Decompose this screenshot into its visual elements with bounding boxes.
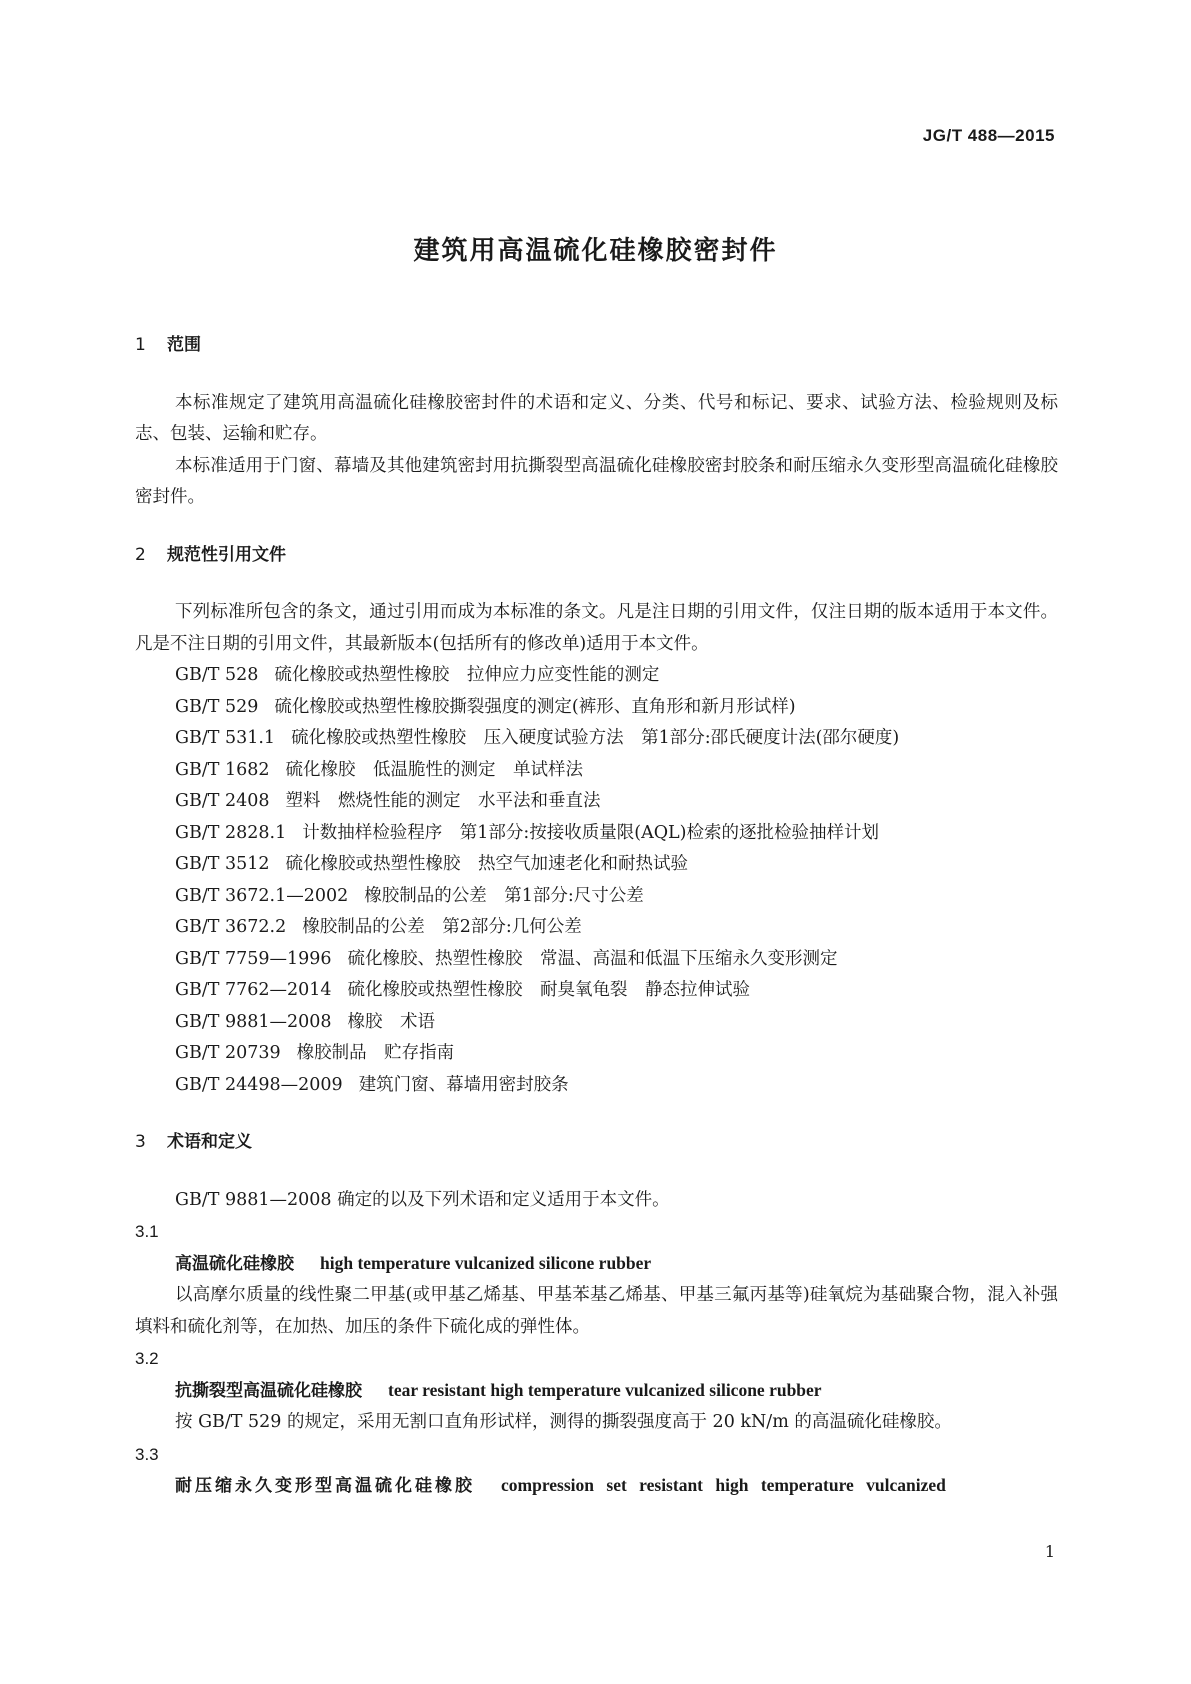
reference-title: 硫化橡胶、热塑性橡胶 常温、高温和低温下压缩永久变形测定: [347, 948, 838, 969]
reference-title: 硫化橡胶或热塑性橡胶 压入硬度试验方法 第1部分:邵氏硬度计法(邵尔硬度): [291, 728, 900, 748]
term-title: [135, 1375, 1058, 1408]
term-zh: 耐压缩永久变形型高温硫化硅橡胶: [175, 1476, 475, 1496]
document-body: [135, 330, 1058, 1503]
scope-paragraph: 本标准适用于门窗、幕墙及其他建筑密封用抗撕裂型高温硫化硅橡胶密封胶条和耐压缩永久变形型高温硫化硅橡胶密封件。: [135, 455, 1058, 507]
reference-code: GB/T 2828.1: [175, 822, 287, 843]
term-zh: 抗撕裂型高温硫化硅橡胶: [175, 1380, 362, 1401]
term-title: [135, 1248, 1058, 1281]
reference-code: GB/T 3512: [175, 854, 270, 874]
reference-item: [135, 818, 1058, 850]
reference-item: [135, 912, 1058, 944]
reference-item: [135, 755, 1058, 787]
reference-item: [135, 849, 1058, 881]
term-entry: [135, 1216, 1058, 1343]
page-number: 1: [1044, 1542, 1055, 1561]
reference-title: 塑料 燃烧性能的测定 水平法和垂直法: [285, 791, 601, 811]
term-en: tear resistant high temperature vulcanized silicone rubber: [388, 1379, 822, 1400]
reference-item: [135, 786, 1058, 818]
reference-item: [135, 1070, 1058, 1102]
term-entry: [135, 1439, 1058, 1503]
reference-code: GB/T 528: [175, 665, 259, 685]
section-title: 规范性引用文件: [167, 544, 286, 565]
term-definition: 以高摩尔质量的线性聚二甲基(或甲基乙烯基、甲基苯基乙烯基、甲基三氟丙基等)硅氧烷为基础聚合物，混入补强填料和硫化剂等，在加热、加压的条件下硫化成的弹性体。: [135, 1285, 1058, 1337]
term-en: compression set resistant high temperature vulcanized: [501, 1475, 946, 1495]
reference-title: 橡胶制品的公差 第1部分:尺寸公差: [364, 885, 644, 906]
section-2-heading: [135, 540, 1058, 572]
reference-list: [135, 660, 1058, 1101]
standard-code: JG/T 488—2015: [922, 126, 1055, 145]
reference-title: 硫化橡胶或热塑性橡胶 耐臭氧龟裂 静态拉伸试验: [347, 980, 751, 1000]
reference-code: GB/T 24498—2009: [175, 1074, 343, 1095]
term-title: [135, 1470, 1058, 1503]
reference-title: 硫化橡胶或热塑性橡胶 拉伸应力应变性能的测定: [274, 665, 660, 685]
term-number: 3.2: [135, 1349, 159, 1368]
reference-title: 硫化橡胶 低温脆性的测定 单试样法: [285, 759, 584, 780]
reference-title: 橡胶制品的公差 第2部分:几何公差: [302, 917, 582, 937]
reference-title: 硫化橡胶或热塑性橡胶 热空气加速老化和耐热试验: [285, 854, 689, 874]
reference-code: GB/T 20739: [175, 1043, 281, 1063]
term-number: 3.3: [135, 1444, 159, 1464]
reference-code: GB/T 3672.1—2002: [175, 885, 349, 906]
reference-code: GB/T 531.1: [175, 728, 276, 748]
reference-code: GB/T 3672.2: [175, 917, 287, 937]
reference-item: [135, 723, 1058, 755]
section-3-heading: [135, 1127, 1058, 1159]
section-title: 术语和定义: [167, 1132, 252, 1152]
reference-title: 建筑门窗、幕墙用密封胶条: [358, 1074, 569, 1095]
term-en: high temperature vulcanized silicone rubber: [320, 1252, 652, 1273]
references-intro: 下列标准所包含的条文，通过引用而成为本标准的条文。凡是注日期的引用文件，仅注日期的版本适用于本文件。凡是不注日期的引用文件，其最新版本(包括所有的修改单)适用于本文件。: [135, 602, 1058, 654]
terms-intro: GB/T 9881—2008 确定的以及下列术语和定义适用于本文件。: [175, 1189, 670, 1210]
reference-title: 橡胶 术语: [347, 1011, 436, 1032]
section-1-heading: [135, 330, 1058, 362]
reference-code: GB/T 7762—2014: [175, 980, 332, 1000]
reference-item: [135, 1038, 1058, 1070]
term-definition: 按 GB/T 529 的规定，采用无割口直角形试样，测得的撕裂强度高于 20 kN/m 的高温硫化硅橡胶。: [175, 1412, 952, 1432]
reference-item: [135, 944, 1058, 976]
reference-item: [135, 881, 1058, 913]
reference-code: GB/T 9881—2008: [175, 1011, 332, 1032]
term-zh: 高温硫化硅橡胶: [175, 1253, 294, 1274]
reference-code: GB/T 529: [175, 696, 259, 717]
term-entry: [135, 1343, 1058, 1439]
reference-item: [135, 1007, 1058, 1039]
reference-code: GB/T 1682: [175, 759, 270, 780]
section-number: 2: [135, 544, 146, 565]
reference-title: 计数抽样检验程序 第1部分:按接收质量限(AQL)检索的逐批检验抽样计划: [302, 822, 880, 843]
term-number: 3.1: [135, 1222, 159, 1241]
reference-item: [135, 975, 1058, 1007]
scope-paragraph: 本标准规定了建筑用高温硫化硅橡胶密封件的术语和定义、分类、代号和标记、要求、试验方法、检验规则及标志、包装、运输和贮存。: [135, 392, 1058, 444]
document-title: 建筑用高温硫化硅橡胶密封件: [413, 236, 778, 266]
reference-item: [135, 692, 1058, 724]
reference-item: [135, 660, 1058, 692]
reference-title: 硫化橡胶或热塑性橡胶撕裂强度的测定(裤形、直角形和新月形试样): [274, 696, 796, 717]
reference-code: GB/T 2408: [175, 791, 270, 811]
reference-title: 橡胶制品 贮存指南: [296, 1043, 455, 1063]
section-number: 3: [135, 1132, 146, 1152]
section-title: 范围: [167, 335, 201, 355]
reference-code: GB/T 7759—1996: [175, 948, 332, 969]
section-number: 1: [135, 335, 146, 355]
